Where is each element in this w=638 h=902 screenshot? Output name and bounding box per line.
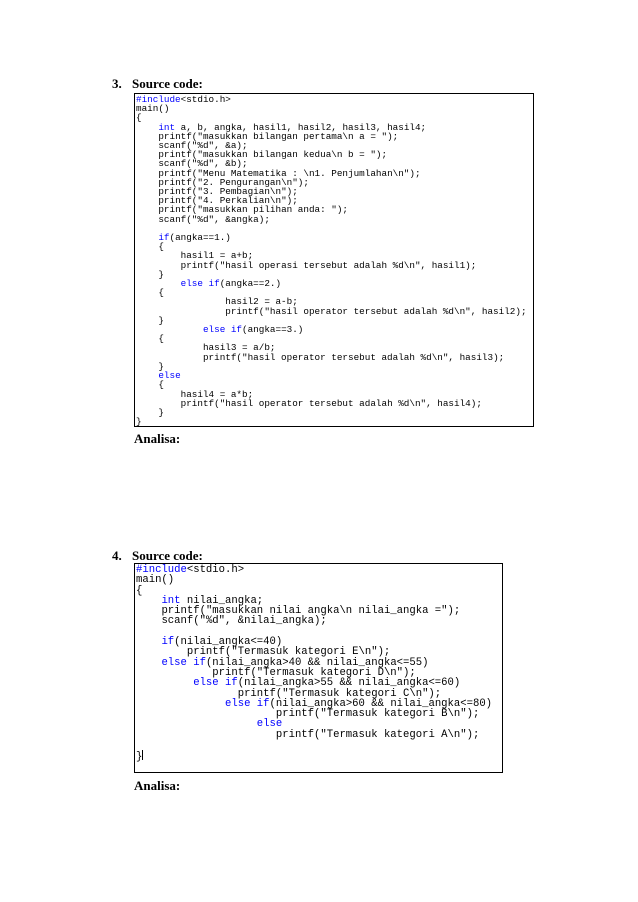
code-text: <stdio.h> (180, 94, 231, 105)
source-code-4 (136, 565, 492, 763)
code-text: } (158, 360, 164, 372)
code-text: printf("hasil operasi tersebut adalah %d\n", hasil1); (180, 259, 477, 271)
code-text: hasil1 = a+b; (180, 250, 254, 262)
code-text: a, b, angka, hasil1, hasil2, hasil3, hasil4; (175, 121, 427, 133)
code-text: printf("hasil operator tersebut adalah %d\n", hasil3); (202, 351, 505, 363)
code-text: } (136, 416, 142, 428)
code-keyword: int (161, 594, 181, 607)
code-text: <stdio.h> (186, 564, 245, 576)
code-text: printf("2. Pengurangan\n"); (158, 176, 309, 188)
code-line (136, 575, 492, 585)
code-line (136, 408, 527, 417)
code-text: printf("masukkan bilangan pertama\n a = "); (158, 130, 399, 142)
code-text: { (158, 287, 164, 299)
code-text: hasil2 = a-b; (225, 296, 298, 308)
code-keyword: #include (136, 94, 181, 105)
code-text: } (158, 314, 164, 326)
code-text: (nilai_angka<=40) (174, 636, 283, 649)
section-3-analysis-label: Analisa: (134, 431, 181, 446)
section-3-title: Source code: (132, 76, 203, 91)
code-text: printf("masukkan pilihan anda: "); (158, 204, 349, 216)
section-3-heading (112, 76, 203, 92)
code-keyword: else if (180, 278, 220, 290)
code-text: main() (136, 103, 170, 115)
code-text: { (158, 333, 164, 345)
code-text: printf("Termasuk kategori C\n"); (237, 687, 442, 700)
code-line (136, 362, 527, 371)
code-text: (nilai_angka>60 && nilai_angka<=80) (269, 697, 493, 710)
code-keyword: else (158, 370, 181, 382)
code-text: printf("masukkan bilangan kedua\n b = "); (158, 149, 388, 161)
code-text: printf("masukkan nilai angka\n nilai_angka ="); (161, 605, 461, 618)
code-text: hasil3 = a/b; (202, 342, 276, 354)
code-line (136, 215, 527, 224)
code-text: (angka==1.) (169, 232, 231, 244)
source-code-box-3 (134, 93, 534, 427)
text-cursor (142, 750, 143, 760)
code-text: (nilai_angka>55 && nilai_angka<=60) (237, 677, 461, 690)
code-text: { (136, 584, 143, 597)
code-text: { (158, 379, 164, 391)
code-keyword: if (158, 232, 170, 244)
code-keyword: else if (225, 697, 270, 710)
code-keyword: else if (202, 324, 243, 336)
code-text: { (136, 112, 142, 124)
source-code-3 (136, 95, 527, 426)
code-line (136, 730, 492, 740)
code-text: printf("Menu Matematika : \n1. Penjumlahan\n"); (158, 167, 421, 179)
code-text: printf("4. Perkalian\n"); (158, 195, 298, 207)
code-text: printf("Termasuk kategori D\n"); (212, 666, 416, 679)
section-3-number: 3. (112, 76, 122, 91)
code-line (136, 616, 492, 626)
code-line (136, 307, 527, 316)
code-line (136, 279, 527, 288)
code-line (136, 565, 492, 575)
code-line (136, 104, 527, 113)
code-keyword: else if (161, 656, 206, 669)
code-line (136, 233, 527, 242)
code-text: main() (136, 574, 175, 587)
code-text: } (158, 406, 164, 418)
code-text: (angka==3.) (242, 324, 304, 336)
code-keyword: int (158, 121, 176, 133)
code-text: (nilai_angka>40 && nilai_angka<=55) (205, 656, 429, 669)
code-keyword: #include (136, 564, 187, 576)
code-text: scanf("%d", &a); (158, 140, 248, 152)
code-line (136, 353, 527, 362)
code-text: printf("hasil operator tersebut adalah %d\n", hasil2); (225, 305, 527, 317)
code-text: } (158, 268, 164, 280)
code-text: scanf("%d", &nilai_angka); (161, 615, 327, 628)
code-line (136, 261, 527, 270)
code-line (136, 95, 527, 104)
code-line (136, 325, 527, 334)
code-line (136, 740, 492, 750)
code-keyword: else if (193, 677, 238, 690)
code-text: printf("hasil operator tersebut adalah %d\n", hasil4); (180, 397, 482, 409)
code-text: scanf("%d", &b); (158, 158, 248, 170)
code-text: hasil4 = a*b; (180, 388, 254, 400)
code-keyword: else (256, 718, 283, 731)
code-text: { (158, 241, 164, 253)
code-text: } (136, 751, 143, 764)
code-text: printf("Termasuk kategori B\n"); (275, 708, 480, 721)
code-text: printf("Termasuk kategori E\n"); (186, 646, 391, 659)
section-4-analysis-label: Analisa: (134, 778, 181, 793)
section-4-heading (112, 548, 203, 564)
code-text: printf("3. Pembagian\n"); (158, 186, 298, 198)
section-4-title: Source code: (132, 548, 203, 563)
code-text: nilai_angka; (180, 594, 264, 607)
code-line (136, 399, 527, 408)
section-4-number: 4. (112, 548, 122, 563)
source-code-box-4 (134, 563, 503, 773)
code-text: scanf("%d", &angka); (158, 213, 270, 225)
code-text: (angka==2.) (219, 278, 282, 290)
code-keyword: if (161, 636, 175, 649)
code-line (136, 371, 527, 380)
code-text: printf("Termasuk kategori A\n"); (275, 728, 480, 741)
code-line (136, 417, 527, 426)
code-line (136, 750, 492, 762)
